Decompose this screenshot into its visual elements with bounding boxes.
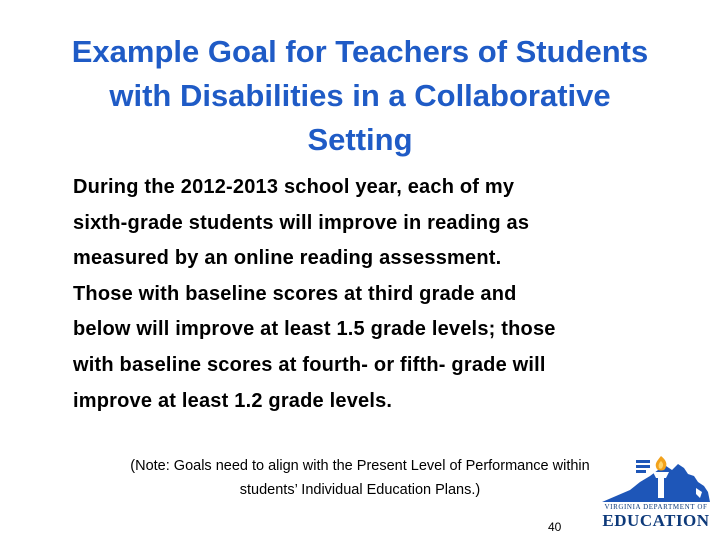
slide-title xyxy=(10,30,710,162)
goal-line: measured by an online reading assessment. xyxy=(73,247,502,270)
page-number: 40 xyxy=(548,520,562,534)
goal-line: improve at least 1.2 grade levels. xyxy=(73,389,393,412)
logo-department-text: VIRGINIA DEPARTMENT OF xyxy=(604,503,708,511)
logo-education-text: EDUCATION xyxy=(602,511,710,530)
note-text xyxy=(60,454,660,502)
vdoe-logo xyxy=(596,452,714,532)
title-line: Example Goal for Teachers of Students xyxy=(71,34,649,69)
note-line: (Note: Goals need to align with the Present Level of Performance within xyxy=(130,458,590,474)
title-line: with Disabilities in a Collaborative xyxy=(109,78,611,113)
note-line: students’ Individual Education Plans.) xyxy=(239,482,481,498)
virginia-state-torch-icon xyxy=(596,452,714,508)
goal-statement xyxy=(73,170,673,419)
goal-line: below will improve at least 1.5 grade levels; those xyxy=(73,318,556,341)
goal-line: Those with baseline scores at third grade and xyxy=(73,282,517,305)
goal-line: During the 2012-2013 school year, each of my xyxy=(73,176,515,198)
goal-line: with baseline scores at fourth- or fifth- grade will xyxy=(73,353,546,376)
title-line: Setting xyxy=(307,122,413,157)
goal-line: sixth-grade students will improve in reading as xyxy=(73,211,530,234)
